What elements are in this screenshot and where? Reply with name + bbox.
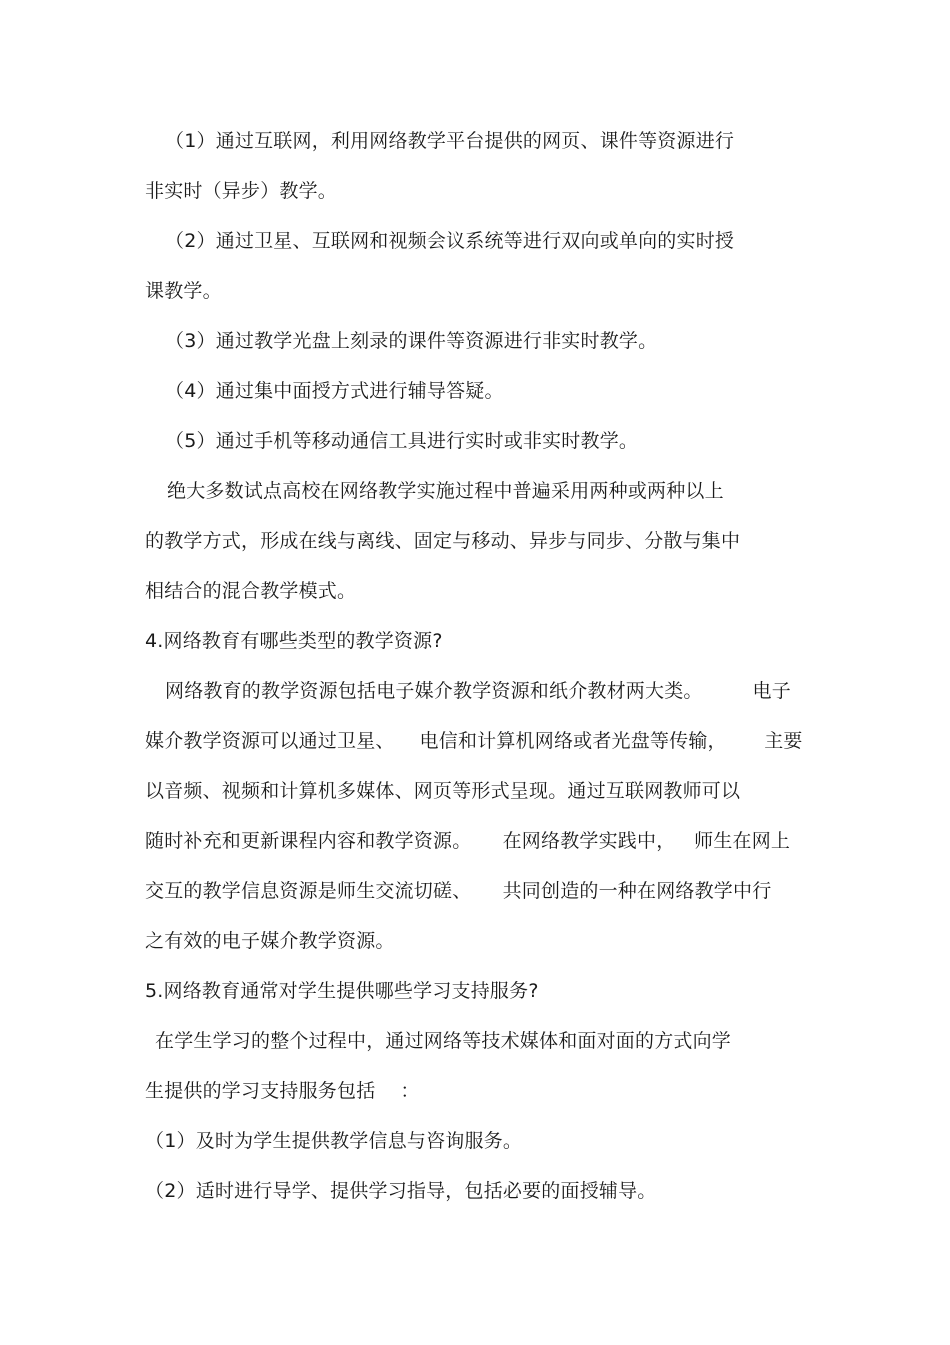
list-item-1-line-1: （1）通过互联网，利用网络教学平台提供的网页、课件等资源进行 [165, 130, 735, 152]
paragraph-support-line-1: 在学生学习的整个过程中，通过网络等技术媒体和面对面的方式向学 [155, 1030, 732, 1052]
list-item-3: （3）通过教学光盘上刻录的课件等资源进行非实时教学。 [165, 330, 658, 352]
list-item-5: （5）通过手机等移动通信工具进行实时或非实时教学。 [165, 430, 639, 452]
list-item-4: （4）通过集中面授方式进行辅导答疑。 [165, 380, 504, 402]
support-item-1: （1）及时为学生提供教学信息与咨询服务。 [145, 1130, 523, 1152]
list-item-2-line-1: （2）通过卫星、互联网和视频会议系统等进行双向或单向的实时授 [165, 230, 735, 252]
paragraph-resources-line-2: 媒介教学资源可以通过卫星、 电信和计算机网络或者光盘等传输， 主要 [145, 730, 803, 752]
paragraph-resources-line-6: 之有效的电子媒介教学资源。 [145, 930, 395, 952]
paragraph-resources-line-5: 交互的教学信息资源是师生交流切磋、 共同创造的一种在网络教学中行 [145, 880, 772, 902]
support-item-2: （2）适时进行导学、提供学习指导，包括必要的面授辅导。 [145, 1180, 657, 1202]
list-item-1-line-2: 非实时（异步）教学。 [145, 180, 338, 202]
paragraph-resources-line-3: 以音频、视频和计算机多媒体、网页等形式呈现。通过互联网教师可以 [145, 780, 741, 802]
paragraph-support-line-2: 生提供的学习支持服务包括 ： [145, 1080, 420, 1102]
question-heading-5: 5.网络教育通常对学生提供哪些学习支持服务? [145, 980, 539, 1002]
paragraph-summary-line-1: 绝大多数试点高校在网络教学实施过程中普遍采用两种或两种以上 [167, 480, 724, 502]
paragraph-summary-line-2: 的教学方式，形成在线与离线、固定与移动、异步与同步、分散与集中 [145, 530, 741, 552]
question-heading-4: 4.网络教育有哪些类型的教学资源? [145, 630, 443, 652]
paragraph-resources-line-1: 网络教育的教学资源包括电子媒介教学资源和纸介教材两大类。 电子 [165, 680, 791, 702]
list-item-2-line-2: 课教学。 [145, 280, 222, 302]
paragraph-summary-line-3: 相结合的混合教学模式。 [145, 580, 357, 602]
paragraph-resources-line-4: 随时补充和更新课程内容和教学资源。 在网络教学实践中， 师生在网上 [145, 830, 791, 852]
